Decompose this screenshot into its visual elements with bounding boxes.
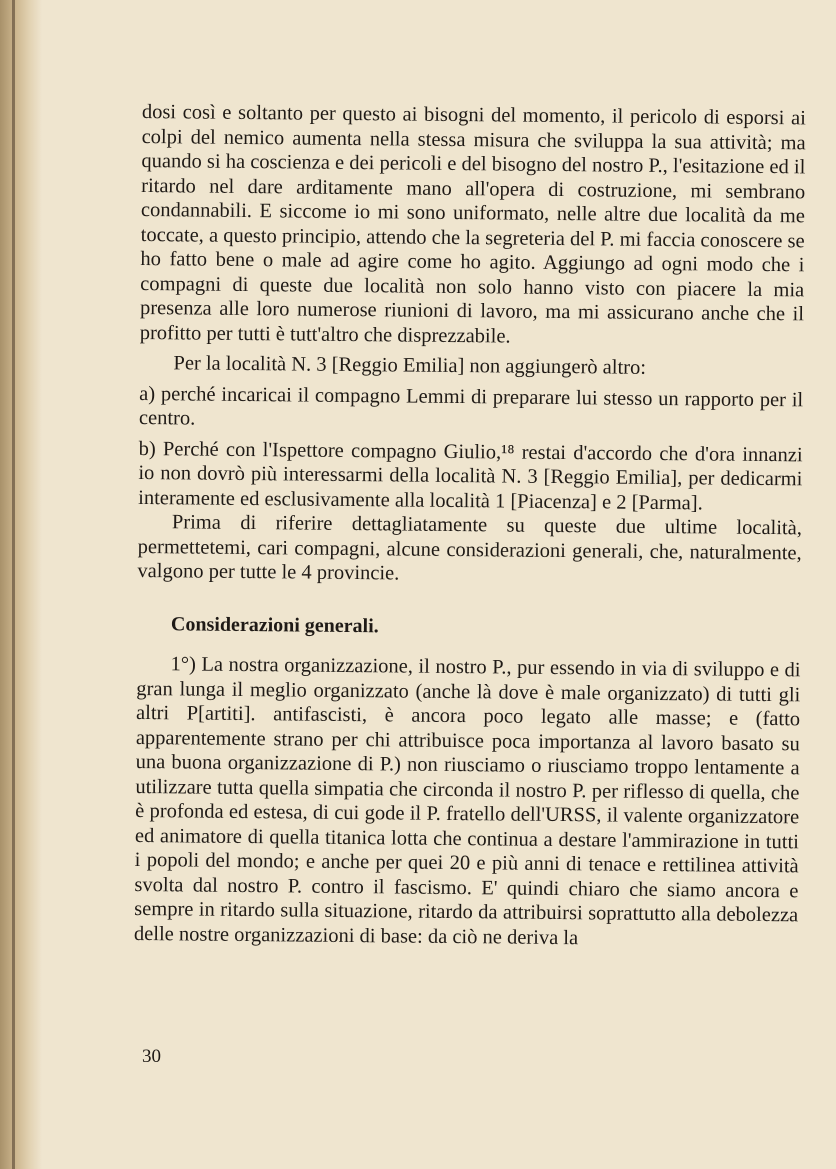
page-number: 30 [142,1046,161,1067]
paragraph-continuation: dosi così e soltanto per questo ai bisogni del momento, il pericolo di esporsi ai colpi del nemico aumenta nella stessa misura che sviluppa la sua attività; ma quando si ha coscienza e dei pericoli e del bisogno del nostro P., l'esitazione ed il ritardo nel dare arditamente mano all'opera di costruzione, mi sembrano condannabili. E siccome io mi sono uniformato, nelle altre due località da me toccate, a questo principio, attendo che la segreteria del P. mi faccia conoscere se ho fatto bene o male ad agire come ho agito. Aggiungo ad ogni modo che i compagni di queste due località non solo hanno visto con piacere la mia presenza alle loro numerose riunioni di lavoro, ma mi assicurano anche che il profitto per tutti è tutt'altro che disprezzabile. [139,100,806,348]
paragraph-point-1: 1°) La nostra organizzazione, il nostro P., pur essendo in via di sviluppo e di gran lunga il meglio organizzato (anche là dove è male organizzato) di tutti gli altri P[artiti]. antifascisti, è ancora poco legato alle masse; e (fatto apparentemente strano per chi attribuisce poca importanza al lavoro basato su una buona organizzazione di P.) non riusciamo o riusciamo troppo lentamente a utilizzare tutta quella simpatia che circonda il nostro P. per riflesso di quella, che è profonda ed estesa, di cui gode il P. fratello dell'URSS, il valente organizzatore ed animatore di quella titanica lotta che continua a destare l'ammirazione in tutti i popoli del mondo; e anche per quei 20 e più anni di tenace e rettilinea attività svolta dal nostro P. contro il fascismo. E' quindi chiaro che siamo ancora e sempre in ritardo sulla situazione, ritardo da attribuirsi soprattutto alla debolezza delle nostre organizzazioni di base: da ciò ne deriva la [133,653,801,949]
paragraph-localita-3: Per la località N. 3 [Reggio Emilia] non aggiungerò altro: [173,352,647,379]
book-spine-shadow [0,0,42,1169]
body-text [134,100,806,952]
section-heading: Considerazioni generali. [170,612,379,637]
list-item-a: a) perché incaricai il compagno Lemmi di preparare lui stesso un rapporto per il centro. [138,382,804,430]
spine-edge [12,0,15,1169]
paragraph-intro-considerations: Prima di riferire dettagliatamente su queste due ultime località, permettetemi, cari compagni, alcune considerazioni generali, che, naturalmente, valgono per tutte le 4 provincie. [137,511,803,585]
list-item-b: b) Perché con l'Ispettore compagno Giulio,¹⁸ restai d'accordo che d'ora innanzi io non dovrò più interessarmi della località N. 3 [Reggio Emilia], per dedicarmi interamente ed esclusivamente alla località 1 [Piacenza] e 2 [Parma]. [138,437,803,514]
